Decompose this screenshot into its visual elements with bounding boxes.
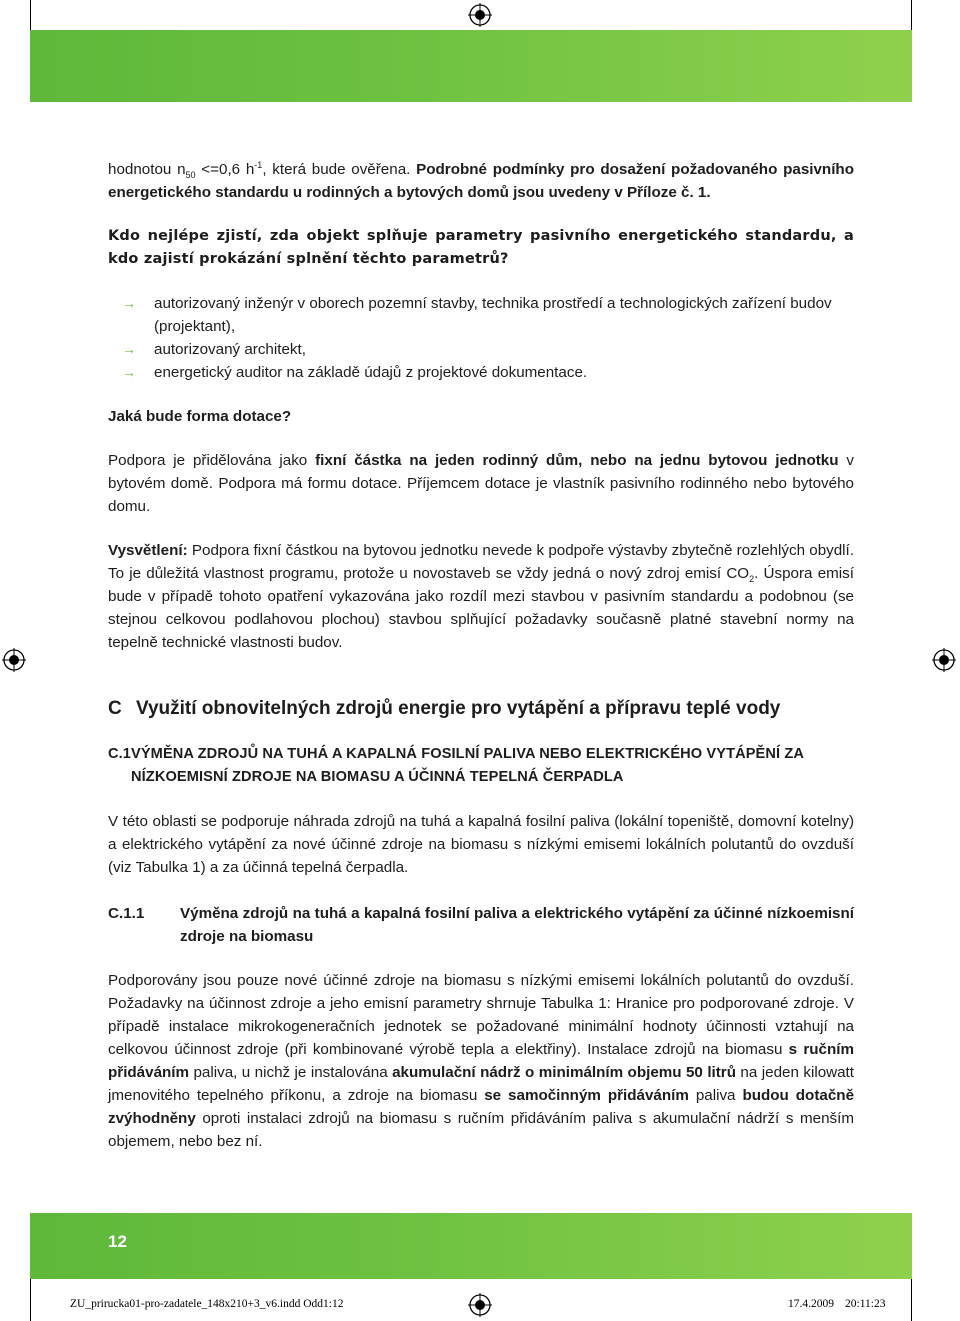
list-item: → energetický auditor na základě údajů z projektové dokumentace. bbox=[108, 361, 854, 384]
explanation-paragraph: Vysvětlení: Podpora fixní částkou na bytovou jednotku nevede k podpoře výstavby zbytečně rozlehlých obydlí. To je důležitá vlastnost programu, protože u novostaveb se vždy jedná o nový zdroj emisí $CO_2$. Úspora emisí bude v případě tohoto opatření vykazována jako rozdíl mezi stavbou v pasivním standardu a podobnou (se stejnou celkovou podlahovou plochou) stavbou splňující požadavky současně platné stavební normy na tepelně technické vlastnosti budov. bbox=[108, 542, 854, 651]
subsection-heading: C.1 VÝMĚNA ZDROJŮ NA TUHÁ A KAPALNÁ FOSILNÍ PALIVA NEBO ELEKTRICKÉHO VYTÁPĚNÍ ZA NÍZKOEMISNÍ ZDROJE NA BIOMASU A ÚČINNÁ TEPELNÁ ČERPADLA bbox=[108, 746, 804, 785]
page-content bbox=[108, 158, 854, 1153]
page-number: 12 bbox=[108, 1232, 127, 1251]
list-item: → autorizovaný architekt, bbox=[108, 338, 854, 361]
support-paragraph: Podpora je přidělována jako fixní částka na jeden rodinný dům, nebo na jednu bytovou jednotku v bytovém domě. Podpora má formu dotace. Příjemcem dotace je vlastník pasivního rodinného nebo bytového domu. bbox=[108, 452, 854, 515]
intro-paragraph: hodnotou $n_{50} <=0,6$ $h^{-1}$, která bude ověřena. Podrobné podmínky pro dosažení požadovaného pasivního energetického standardu u rodinných a bytových domů jsou uvedeny v Příloze č. 1. bbox=[108, 159, 854, 201]
trim-line-bottom-right bbox=[911, 1279, 912, 1321]
list-item: → autorizovaný inženýr v oborech pozemní stavby, technika prostředí a technologických zařízení budov (projektant), bbox=[108, 292, 854, 338]
registration-mark-icon bbox=[468, 3, 492, 27]
question-heading-form: Jaká bude forma dotace? bbox=[108, 408, 292, 425]
arrow-right-icon: → bbox=[122, 295, 136, 311]
print-time: 20:11:23 bbox=[845, 1298, 886, 1310]
trim-line-top-right bbox=[911, 0, 912, 30]
subsubsection-heading: C.1.1 Výměna zdrojů na tuhá a kapalná fosilní paliva a elektrického vytápění za účinné nízkoemisní zdroje na biomasu bbox=[108, 905, 854, 945]
biomass-paragraph: Podporovány jsou pouze nové účinné zdroje na biomasu s nízkými emisemi lokálních polutantů do ovzduší. Požadavky na účinnost zdroje a jeho emisní parametry shrnuje Tabulka 1: Hranice pro podporované zdroje. V případě instalace mikrokogeneračních jednotek se požadované minimální hodnoty účinnosti vztahují na celkovou účinnost zdroje (při kombinované výrobě tepla a elektřiny). Instalace zdrojů na biomasu s ručním přidáváním paliva, u nichž je instalována akumulační nádrž o minimálním objemu 50 litrů na jeden kilowatt jmenovitého tepelného příkonu, a zdroje na biomasu se samočinným přidáváním paliva budou dotačně zvýhodněny oproti instalaci zdrojů na biomasu s ručním přidáváním paliva s akumulační nádrží s menším objemem, nebo bez ní. bbox=[108, 972, 855, 1150]
registration-mark-icon bbox=[932, 648, 956, 672]
header-band bbox=[30, 30, 912, 102]
trim-line-bottom-left bbox=[30, 1279, 31, 1321]
expert-list bbox=[108, 292, 854, 384]
question-heading-experts: Kdo nejlépe zjistí, zda objekt splňuje parametry pasivního energetického standardu, a kdo zajistí prokázání splnění těchto parametrů? bbox=[108, 228, 854, 267]
registration-mark-icon bbox=[2, 648, 26, 672]
footer-band bbox=[30, 1213, 912, 1279]
arrow-right-icon: → bbox=[122, 341, 136, 357]
print-date: 17.4.2009 bbox=[788, 1298, 834, 1310]
section-heading: C Využití obnovitelných zdrojů energie pro vytápění a přípravu teplé vody bbox=[108, 698, 781, 719]
subsection-paragraph: V této oblasti se podporuje náhrada zdrojů na tuhá a kapalná fosilní paliva (lokální topeniště, domovní kotelny) a elektrického vytápění za nové účinné zdroje na biomasu s nízkými emisemi lokálních polutantů do ovzduší (viz Tabulka 1) a za účinná tepelná čerpadla. bbox=[108, 813, 854, 876]
trim-line-top-left bbox=[30, 0, 31, 30]
arrow-right-icon: → bbox=[122, 364, 136, 380]
print-filename: ZU_prirucka01-pro-zadatele_148x210+3_v6.indd Odd1:12 bbox=[70, 1298, 344, 1310]
registration-mark-icon bbox=[468, 1293, 492, 1317]
